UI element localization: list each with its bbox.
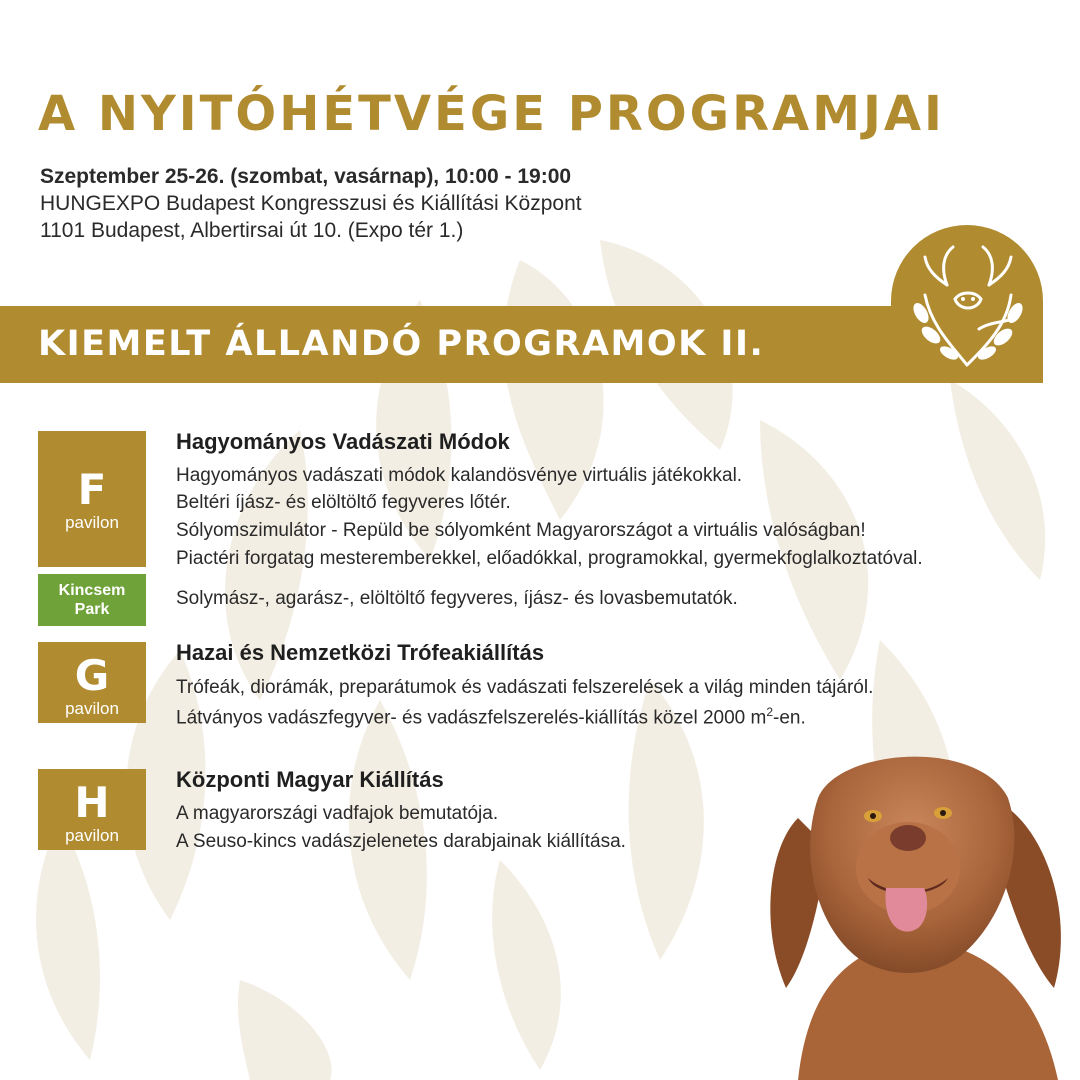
- event-address: 1101 Budapest, Albertirsai út 10. (Expo tér 1.): [40, 219, 464, 242]
- superscript-two: 2: [766, 705, 774, 719]
- section-line: Sólyomszimulátor - Repüld be sólyomként Magyarországot a virtuális valóságban!: [176, 520, 866, 541]
- section-title-h: Központi Magyar Kiállítás: [176, 767, 444, 792]
- section-banner: [0, 306, 1043, 383]
- section-line: Beltéri íjász- és elöltöltő fegyveres lőtér.: [176, 492, 511, 513]
- section-line: A Seuso-kincs vadászjelenetes darabjainak kiállítása.: [176, 831, 626, 852]
- banner-title: KIEMELT ÁLLANDÓ PROGRAMOK II.: [38, 324, 765, 364]
- section-line: A magyarországi vadfajok bemutatója.: [176, 803, 499, 824]
- section-title-f: Hagyományos Vadászati Módok: [176, 429, 510, 454]
- pavilion-letter: G: [74, 651, 110, 700]
- deer-wreath-emblem-icon: [891, 225, 1043, 383]
- pavilion-badge-h: [38, 769, 146, 850]
- section-line-text: Látványos vadászfegyver- és vadászfelszerelés-kiállítás közel 2000 m: [176, 707, 767, 729]
- park-label-line2: Park: [74, 601, 110, 618]
- pavilion-letter: H: [74, 778, 110, 827]
- pavilion-word: pavilon: [65, 826, 119, 845]
- event-date: Szeptember 25-26. (szombat, vasárnap), 10:00 - 19:00: [40, 165, 572, 188]
- pavilion-badge-g: [38, 642, 146, 723]
- section-line: Piactéri forgatag mesteremberekkel, előadókkal, programokkal, gyermekfoglalkoztatóval.: [176, 548, 923, 569]
- event-info: [40, 163, 582, 244]
- pavilion-word: pavilon: [65, 699, 119, 718]
- section-line: [176, 705, 806, 729]
- section-title-g: Hazai és Nemzetközi Trófeakiállítás: [176, 640, 545, 665]
- pavilion-badge-f: [38, 431, 146, 567]
- section-line-suffix: -en.: [773, 707, 806, 729]
- section-line: Trófeák, diorámák, preparátumok és vadászati felszerelések a világ minden tájáról.: [176, 677, 874, 698]
- event-venue: HUNGEXPO Budapest Kongresszusi és Kiállítási Központ: [40, 192, 582, 215]
- section-line: Solymász-, agarász-, elöltöltő fegyveres, íjász- és lovasbemutatók.: [176, 588, 738, 609]
- vizsla-dog-photo: [758, 728, 1080, 1080]
- pavilion-word: pavilon: [65, 513, 119, 532]
- section-line: Hagyományos vadászati módok kalandösvénye virtuális játékokkal.: [176, 465, 743, 486]
- pavilion-letter: F: [77, 465, 107, 514]
- park-label-line1: Kincsem: [58, 582, 126, 599]
- kincsem-park-badge: [38, 574, 146, 626]
- page-title: A NYITÓHÉTVÉGE PROGRAMJAI: [38, 86, 945, 142]
